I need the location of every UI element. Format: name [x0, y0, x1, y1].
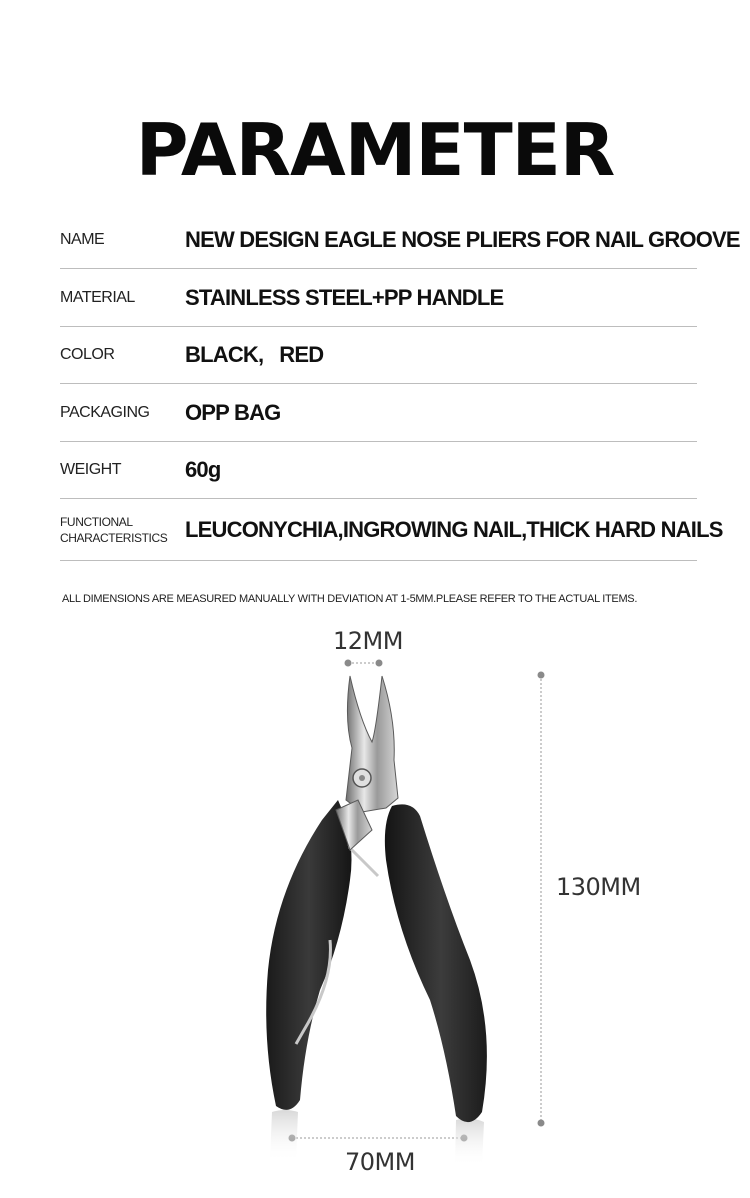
param-value: 60g: [185, 457, 221, 482]
param-label: MATERIAL: [60, 288, 135, 306]
param-label: COLOR: [60, 346, 115, 363]
param-label: PACKAGING: [60, 403, 150, 421]
param-label-line1: FUNCTIONAL: [60, 514, 133, 529]
page-title: PARAMETER: [135, 108, 615, 192]
param-label-line2: CHARACTERISTICS: [60, 530, 168, 545]
param-label: WEIGHT: [60, 461, 121, 478]
param-value: BLACK, RED: [185, 342, 324, 367]
param-label: NAME: [60, 231, 105, 248]
dimension-height: 130MM: [556, 873, 641, 901]
param-value: STAINLESS STEEL+PP HANDLE: [185, 284, 504, 310]
param-value: LEUCONYCHIA,INGROWING NAIL,THICK HARD NAILS: [185, 516, 723, 542]
param-value: NEW DESIGN EAGLE NOSE PLIERS FOR NAIL GROOVE: [185, 227, 740, 252]
dimension-top-width: 12MM: [333, 627, 403, 655]
param-value: OPP BAG: [185, 399, 281, 425]
dimension-note: ALL DIMENSIONS ARE MEASURED MANUALLY WITH DEVIATION AT 1-5MM.PLEASE REFER TO THE ACTUAL ITEMS.: [62, 593, 638, 605]
dimension-bottom-width: 70MM: [345, 1148, 415, 1176]
